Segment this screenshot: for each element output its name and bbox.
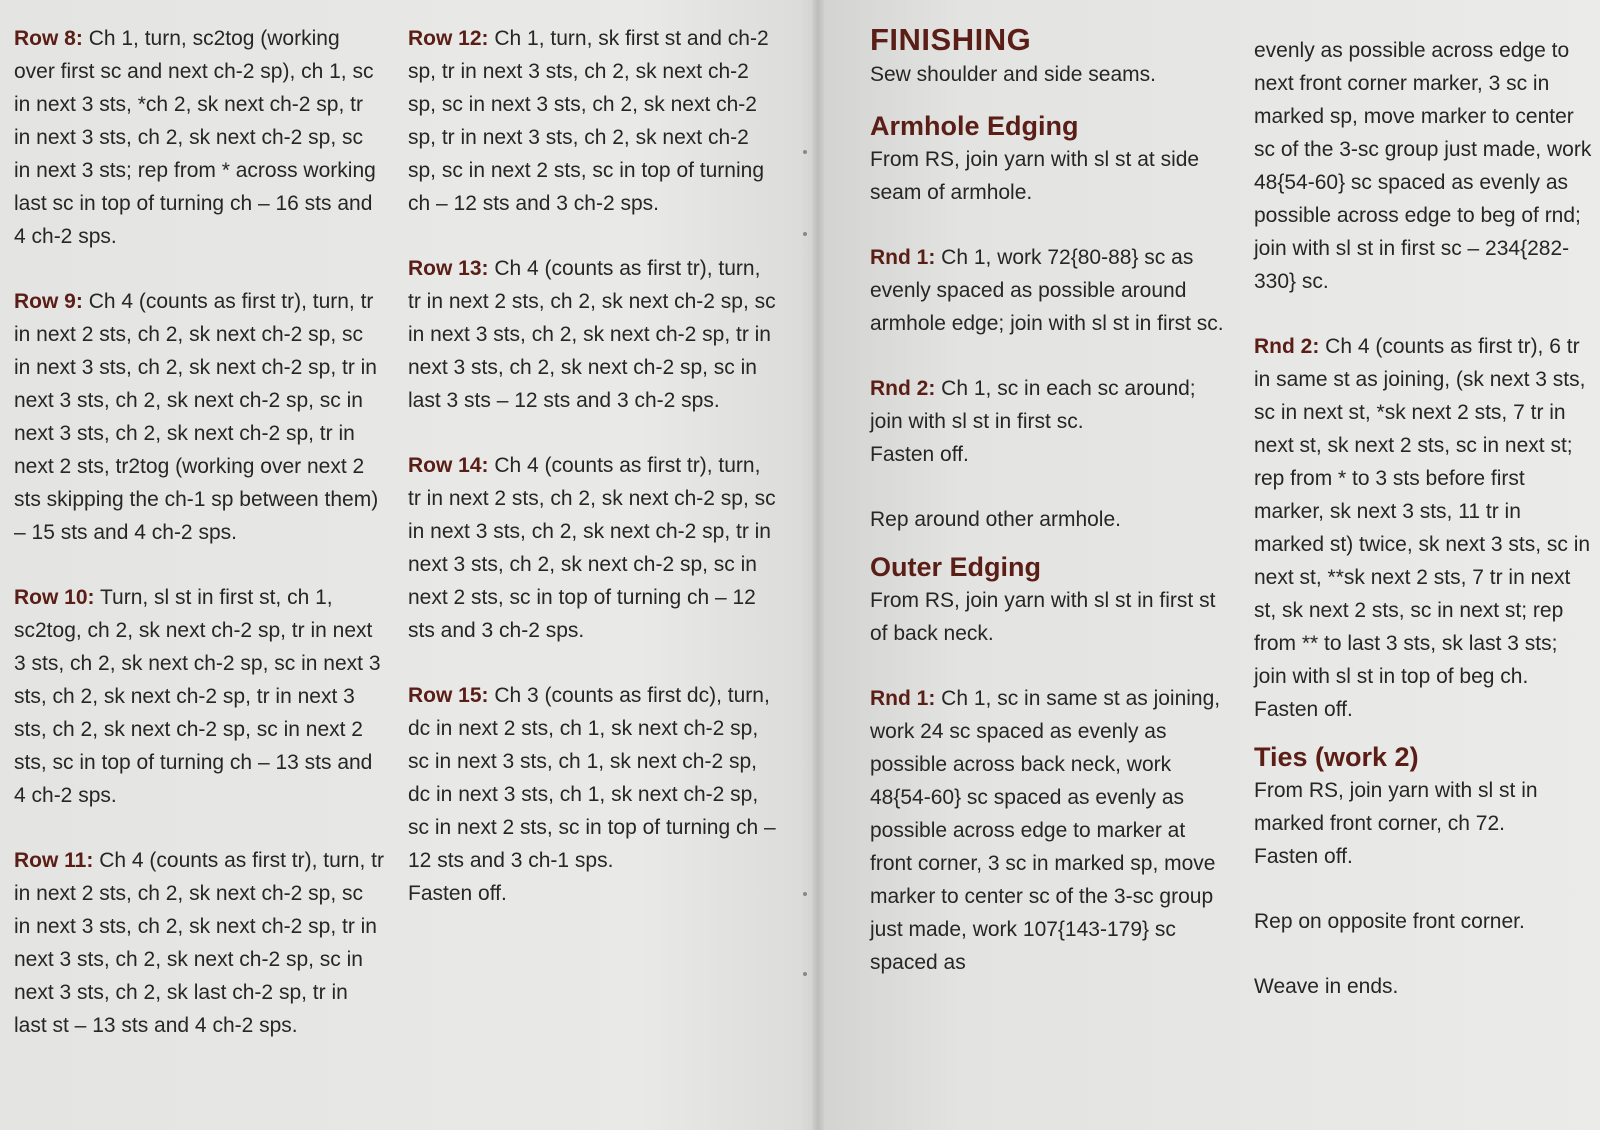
- row-text: Ch 4 (counts as first tr), turn, tr in next 2 sts, ch 2, sk next ch-2 sp, sc in next 3 sts, ch 2, sk next ch-2 sp, tr in next 3 sts, ch 2, sk next ch-2 sp, sc in next 3 sts, ch 2, sk last ch-2 sp, tr in last st – 13 sts and 4 ch-2 sps.: [14, 849, 384, 1037]
- rnd-label: Rnd 2:: [870, 377, 936, 400]
- row-text: Ch 1, turn, sk first st and ch-2 sp, tr in next 3 sts, ch 2, sk next ch-2 sp, sc in next 3 sts, ch 2, sk next ch-2 sp, tr in next 3 sts, ch 2, sk next ch-2 sp, sc in next 2 sts, sc in top of turning ch – 12 sts and 3 ch-2 sps.: [408, 27, 769, 215]
- right-page-column-2: [1254, 34, 1594, 1003]
- row-label: Row 15:: [408, 684, 489, 707]
- rnd-text: Ch 1, work 72{80-88} sc as evenly spaced as possible around armhole edge; join with sl st in first sc.: [870, 246, 1224, 335]
- outer-rnd1: [870, 682, 1225, 979]
- armhole-fasten: Fasten off.: [870, 443, 969, 466]
- staple-mark: [803, 892, 807, 896]
- staple-mark: [803, 150, 807, 154]
- rnd-label: Rnd 2:: [1254, 335, 1320, 358]
- row-label: Row 8:: [14, 27, 83, 50]
- left-page-column-2: [408, 22, 778, 910]
- row-label: Row 9:: [14, 290, 83, 313]
- outer-fasten: Fasten off.: [1254, 698, 1353, 721]
- finishing-text: Sew shoulder and side seams.: [870, 63, 1156, 86]
- outer-rnd2: [1254, 330, 1594, 693]
- row-text: Ch 4 (counts as first tr), turn, tr in next 2 sts, ch 2, sk next ch-2 sp, sc in next 3 sts, ch 2, sk next ch-2 sp, tr in next 3 sts, ch 2, sk next ch-2 sp, sc in next 2 sts, sc in top of turning ch – 12 sts and 3 ch-2 sps.: [408, 454, 776, 642]
- row-text: Ch 3 (counts as first dc), turn, dc in next 2 sts, ch 1, sk next ch-2 sp, sc in next 3 sts, ch 1, sk next ch-2 sp, dc in next 3 sts, ch 1, sk next ch-2 sp, sc in next 2 sts, sc in top of turning ch – 12 sts and 3 ch-1 sps.: [408, 684, 776, 872]
- row-instruction: [14, 285, 384, 549]
- rnd-label: Rnd 1:: [870, 246, 936, 269]
- row-label: Row 10:: [14, 586, 95, 609]
- row-instruction: [408, 679, 778, 877]
- weave-text: Weave in ends.: [1254, 975, 1399, 998]
- row-instruction: [14, 581, 384, 812]
- row-instruction: [408, 22, 778, 220]
- staple-mark: [803, 972, 807, 976]
- outer-intro: From RS, join yarn with sl st in first st of back neck.: [870, 589, 1216, 645]
- rnd-text: Ch 1, sc in each sc around; join with sl st in first sc.: [870, 377, 1196, 433]
- armhole-intro: From RS, join yarn with sl st at side seam of armhole.: [870, 148, 1200, 204]
- left-page-column-1: [14, 22, 384, 1042]
- rnd-label: Rnd 1:: [870, 687, 936, 710]
- row-text: Ch 4 (counts as first tr), turn, tr in next 2 sts, ch 2, sk next ch-2 sp, sc in next 3 sts, ch 2, sk next ch-2 sp, tr in next 3 sts, ch 2, sk next ch-2 sp, sc in last 3 sts – 12 sts and 3 ch-2 sps.: [408, 257, 776, 412]
- right-page-column-1: [870, 22, 1225, 979]
- ties-fasten: Fasten off.: [1254, 845, 1353, 868]
- ties-heading: Ties (work 2): [1254, 742, 1419, 772]
- rnd-text: Ch 1, sc in same st as joining, work 24 sc spaced as evenly as possible across back neck, work 48{54-60} sc spaced as evenly as possible across edge to marker at front corner, 3 sc in marked sp, move marker to center sc of the 3-sc group just made, work 107{143-179} sc spaced as: [870, 687, 1221, 974]
- row-instruction: [14, 22, 384, 253]
- row-label: Row 13:: [408, 257, 489, 280]
- outer-rnd1-continued: evenly as possible across edge to next front corner marker, 3 sc in marked sp, move marker to center sc of the 3-sc group just made, work 48{54-60} sc spaced as evenly as possible across edge to beg of rnd; join with sl st in first sc – 234{282-330} sc.: [1254, 39, 1592, 293]
- rnd-text: Ch 4 (counts as first tr), 6 tr in same st as joining, (sk next 3 sts, sc in next st, *sk next 2 sts, 7 tr in next st, sk next 2 sts, sc in next st; rep from * to 3 sts before first marker, sk next 3 sts, 11 tr in marked st) twice, sk next 3 sts, sc in next st, **sk next 2 sts, 7 tr in next st, sk next 2 sts, sc in next st; rep from ** to last 3 sts, sk last 3 sts; join with sl st in top of beg ch.: [1254, 335, 1591, 688]
- row-text: Turn, sl st in first st, ch 1, sc2tog, ch 2, sk next ch-2 sp, tr in next 3 sts, ch 2, sk next ch-2 sp, sc in next 3 sts, ch 2, sk next ch-2 sp, tr in next 3 sts, ch 2, sk next ch-2 sp, sc in next 2 sts, sc in top of turning ch – 13 sts and 4 ch-2 sps.: [14, 586, 381, 807]
- ties-text: From RS, join yarn with sl st in marked front corner, ch 72.: [1254, 779, 1538, 835]
- fasten-off-text: Fasten off.: [408, 882, 507, 905]
- row-instruction: [14, 844, 384, 1042]
- row-text: Ch 1, turn, sc2tog (working over first sc and next ch-2 sp), ch 1, sc in next 3 sts, *ch 2, sk next ch-2 sp, tr in next 3 sts, ch 2, sk next ch-2 sp, sc in next 3 sts; rep from * across working last sc in top of turning ch – 16 sts and 4 ch-2 sps.: [14, 27, 376, 248]
- armhole-rep: Rep around other armhole.: [870, 508, 1121, 531]
- page-fold: [812, 0, 824, 1130]
- finishing-heading: FINISHING: [870, 22, 1032, 57]
- armhole-heading: Armhole Edging: [870, 111, 1079, 141]
- row-instruction: [408, 252, 778, 417]
- row-label: Row 12:: [408, 27, 489, 50]
- armhole-rnd1: [870, 241, 1225, 340]
- ties-rep: Rep on opposite front corner.: [1254, 910, 1525, 933]
- row-text: Ch 4 (counts as first tr), turn, tr in next 2 sts, ch 2, sk next ch-2 sp, sc in next 3 sts, ch 2, sk next ch-2 sp, tr in next 3 sts, ch 2, sk next ch-2 sp, sc in next 3 sts, ch 2, sk next ch-2 sp, tr in next 2 sts, tr2tog (working over next 2 sts skipping the ch-1 sp between them) – 15 sts and 4 ch-2 sps.: [14, 290, 379, 544]
- row-label: Row 11:: [14, 849, 94, 872]
- armhole-rnd2: [870, 372, 1225, 438]
- staple-mark: [803, 232, 807, 236]
- outer-edging-heading: Outer Edging: [870, 552, 1041, 582]
- row-instruction: [408, 449, 778, 647]
- row-label: Row 14:: [408, 454, 489, 477]
